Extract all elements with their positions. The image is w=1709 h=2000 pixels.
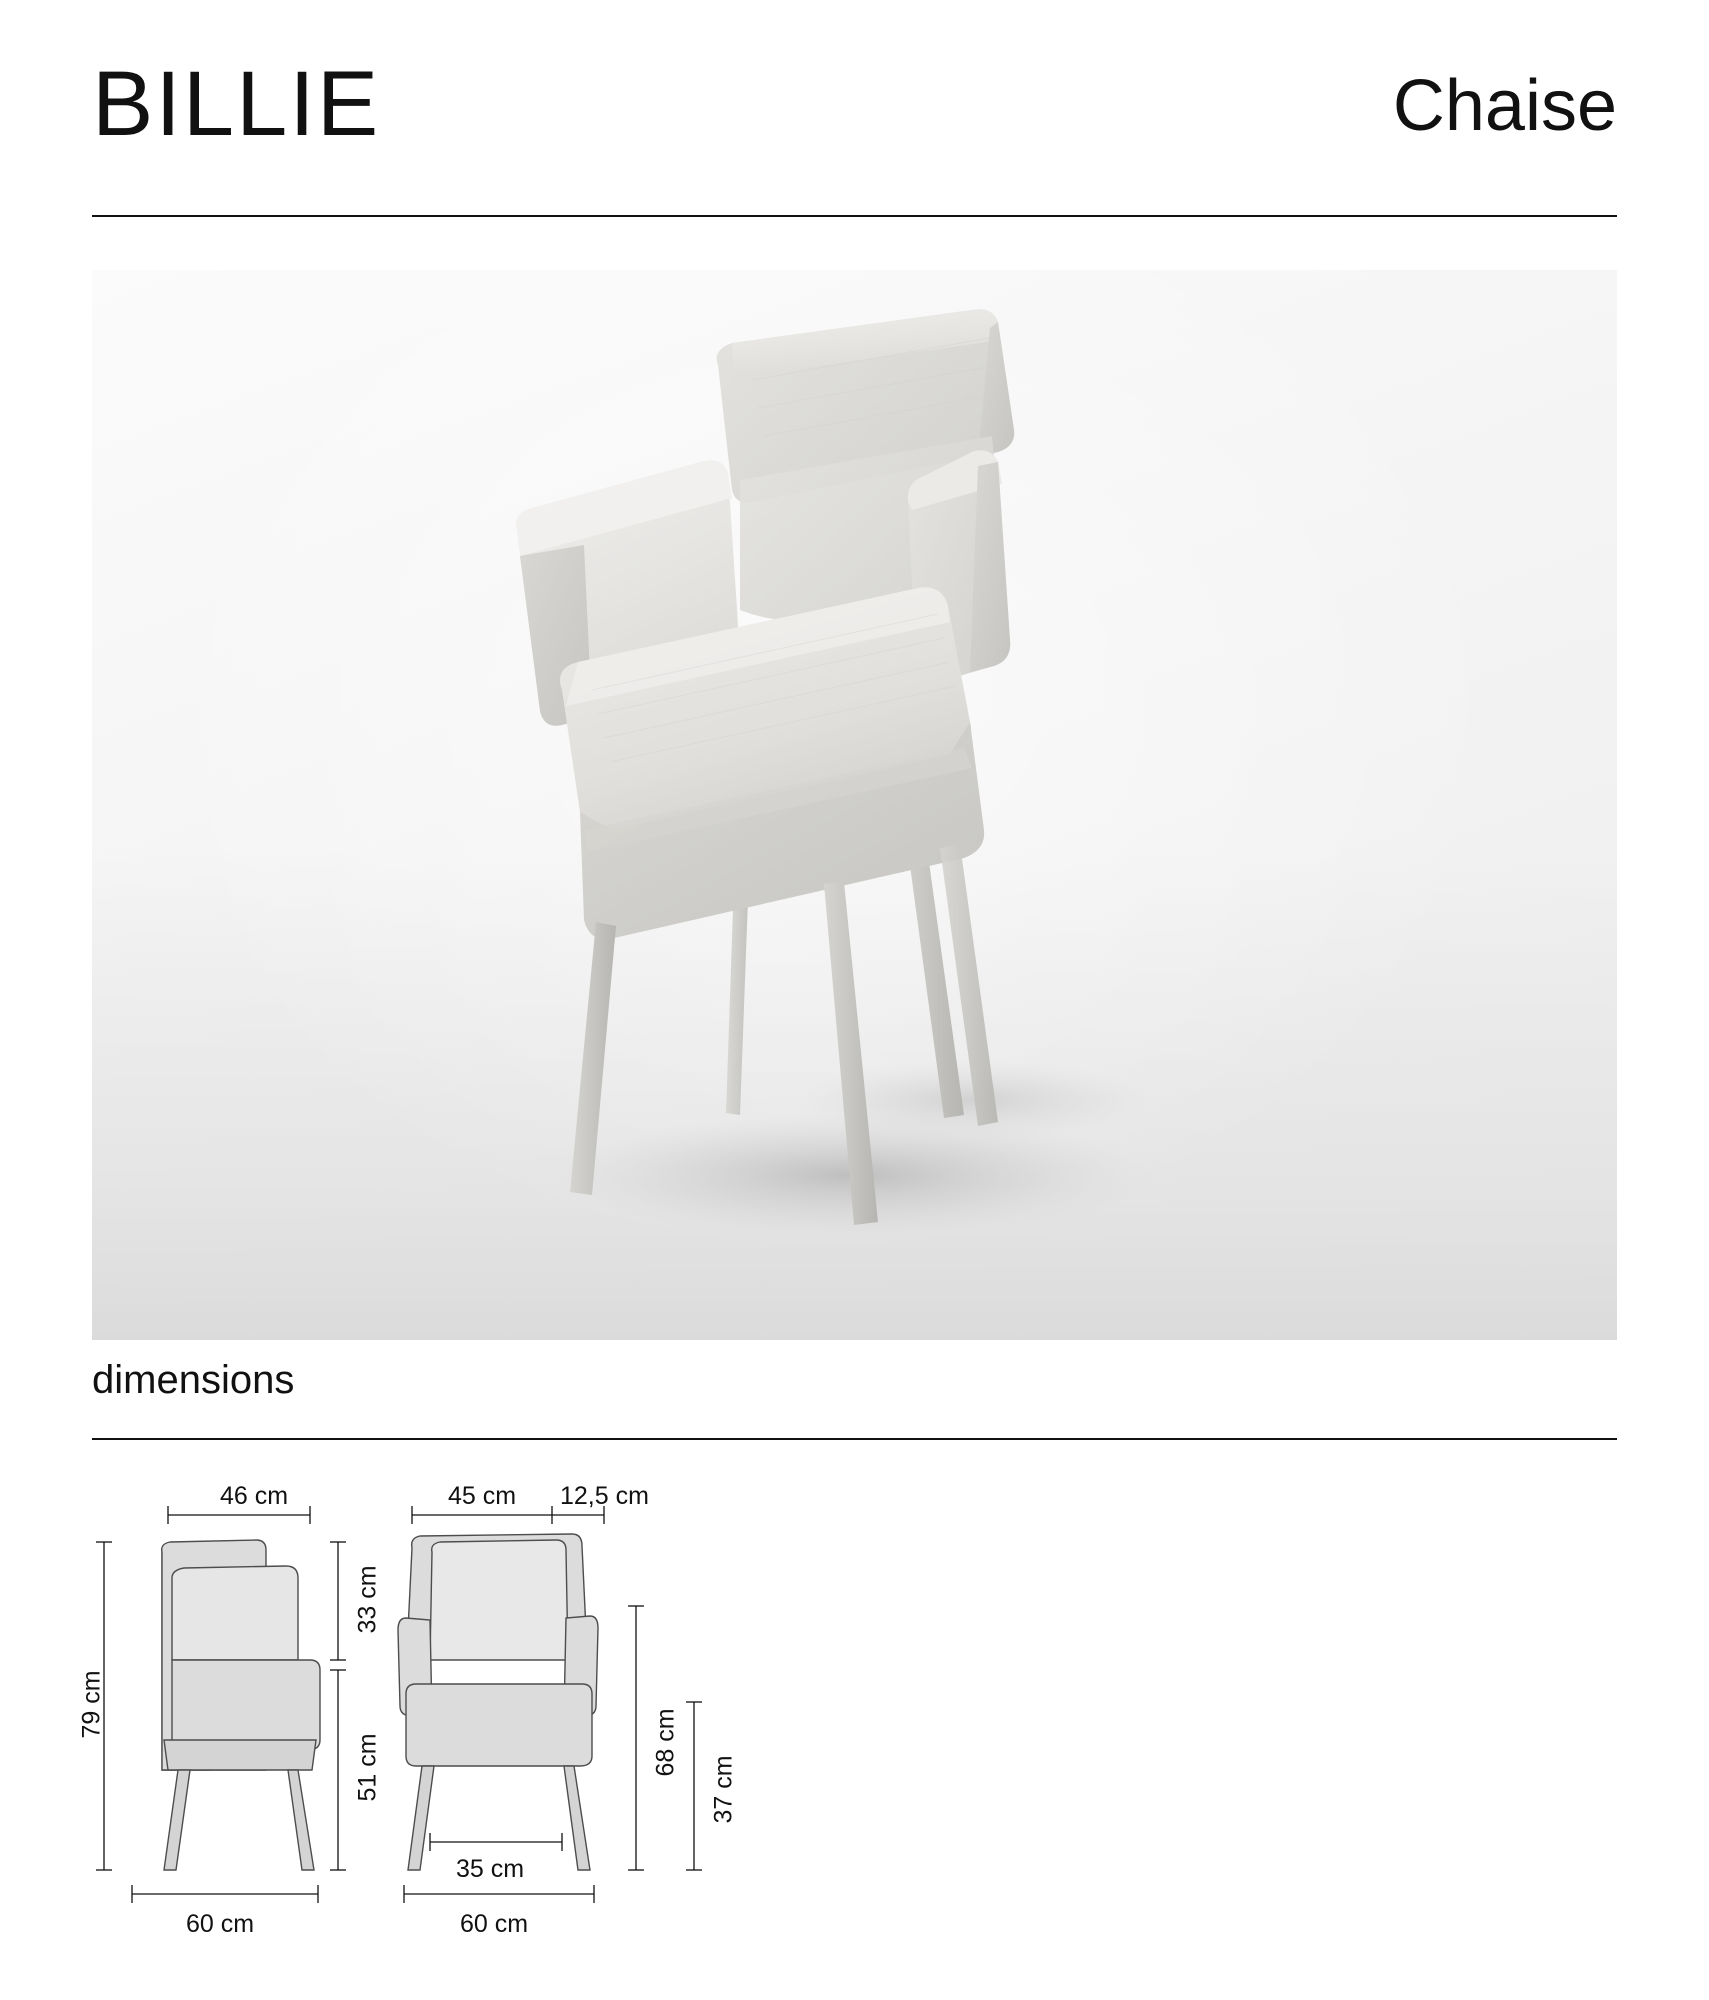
front-seat-width-label: 45 cm bbox=[448, 1482, 517, 1510]
dimensions-diagrams bbox=[60, 1470, 940, 1970]
dimension-drawings bbox=[60, 1470, 940, 1970]
page-title: BILLIE bbox=[92, 53, 381, 155]
side-lower-height-label: 51 cm bbox=[353, 1733, 382, 1802]
product-category: Chaise bbox=[1392, 66, 1617, 146]
side-top-width-label: 46 cm bbox=[220, 1482, 289, 1510]
dimensions-heading: dimensions bbox=[92, 1358, 295, 1402]
page-header bbox=[92, 48, 1617, 188]
dimensions-divider bbox=[92, 1438, 1617, 1440]
header-divider bbox=[92, 215, 1617, 217]
side-upper-height-label: 33 cm bbox=[353, 1565, 382, 1634]
product-photo bbox=[92, 270, 1617, 1340]
side-total-height-label: 79 cm bbox=[77, 1670, 106, 1739]
armchair-illustration bbox=[92, 270, 1617, 1340]
front-base-width-label: 60 cm bbox=[460, 1910, 529, 1938]
side-base-width-label: 60 cm bbox=[186, 1910, 255, 1938]
front-inner-width-label: 35 cm bbox=[456, 1855, 525, 1883]
front-back-height-label: 68 cm bbox=[651, 1708, 680, 1777]
front-seat-height-label: 37 cm bbox=[709, 1755, 738, 1824]
front-arm-width-label: 12,5 cm bbox=[560, 1482, 649, 1510]
